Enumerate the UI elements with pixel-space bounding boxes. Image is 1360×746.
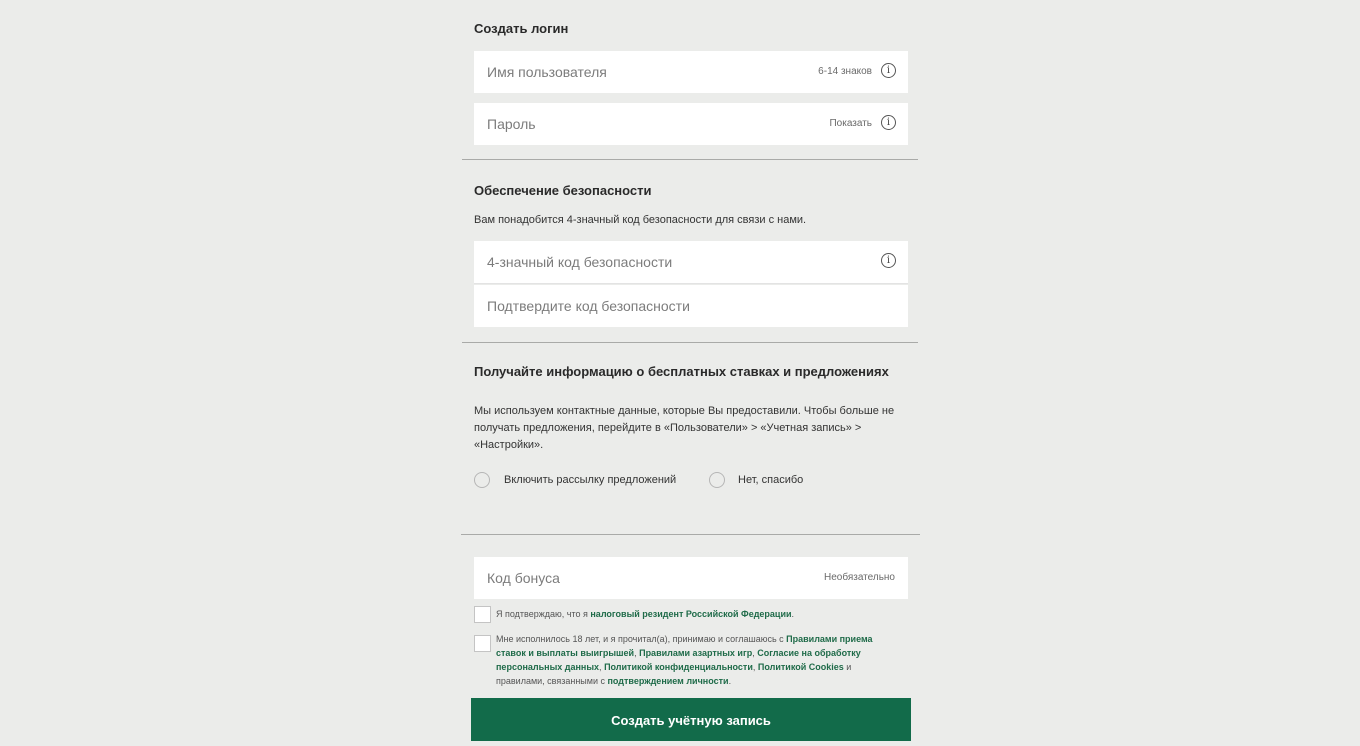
tax-text: Я подтверждаю, что я	[496, 609, 591, 619]
login-section-title: Создать логин	[474, 21, 569, 36]
security-description: Вам понадобится 4-значный код безопасности для связи с нами.	[474, 214, 807, 226]
separator: ,	[752, 648, 758, 658]
tax-resident-text	[496, 607, 906, 621]
section-divider	[461, 534, 920, 535]
bonus-code-hint: Необязательно	[823, 572, 895, 583]
age-suffix: .	[728, 676, 732, 686]
password-placeholder: Пароль	[487, 116, 536, 132]
info-icon[interactable]: i	[881, 63, 896, 78]
tax-suffix: .	[791, 609, 795, 619]
section-divider	[462, 159, 918, 160]
show-password-button[interactable]: Показать	[829, 118, 872, 129]
info-icon[interactable]: i	[881, 115, 896, 130]
offers-description: Мы используем контактные данные, которые Вы предоставили. Чтобы больше не получать предложения, перейдите в «Пользователи» > «Учетная запись» > «Настройки».	[474, 405, 895, 451]
age-terms-text	[496, 632, 901, 688]
security-section-title: Обеспечение безопасности	[474, 183, 652, 198]
gambling-rules-link[interactable]: Правилами азартных игр	[639, 648, 753, 658]
bonus-code-field[interactable]	[474, 557, 908, 599]
username-placeholder: Имя пользователя	[487, 64, 607, 80]
separator: ,	[599, 662, 605, 672]
cookies-policy-link[interactable]: Политикой Cookies	[757, 662, 844, 672]
info-icon[interactable]: i	[881, 253, 896, 268]
confirm-security-code-placeholder: Подтвердите код безопасности	[487, 298, 690, 314]
username-field[interactable]	[474, 51, 908, 93]
confirm-security-code-field[interactable]	[474, 285, 908, 327]
privacy-policy-link[interactable]: Политикой конфиденциальности	[604, 662, 753, 672]
offers-no-label[interactable]: Нет, спасибо	[738, 474, 804, 486]
username-hint: 6-14 знаков	[818, 66, 872, 77]
bonus-code-placeholder: Код бонуса	[487, 570, 560, 586]
identity-verification-link[interactable]: подтверждением личности	[607, 676, 729, 686]
security-code-placeholder: 4-значный код безопасности	[487, 254, 673, 270]
tax-resident-link[interactable]: налоговый резидент Российской Федерации	[590, 609, 792, 619]
data-consent-link[interactable]: Согласие на обработку персональных данных	[496, 648, 861, 672]
security-code-field[interactable]	[474, 241, 908, 284]
password-field[interactable]	[474, 103, 908, 145]
age-terms-checkbox[interactable]	[474, 635, 491, 652]
betting-rules-link[interactable]: Правилами приема ставок и выплаты выигрышей	[496, 634, 873, 658]
offers-no-radio[interactable]	[709, 472, 725, 488]
tax-resident-checkbox[interactable]	[474, 606, 491, 623]
separator: ,	[634, 648, 640, 658]
section-divider	[462, 342, 918, 343]
offers-yes-radio[interactable]	[474, 472, 490, 488]
separator: и правилами, связанными с	[496, 662, 852, 686]
separator: ,	[752, 662, 758, 672]
offers-section-title: Получайте информацию о бесплатных ставках и предложениях	[474, 364, 889, 379]
offers-yes-label[interactable]: Включить рассылку предложений	[504, 474, 677, 486]
age-text: Мне исполнилось 18 лет, и я прочитал(а), принимаю и соглашаюсь с	[496, 634, 787, 644]
create-account-button[interactable]: Создать учётную запись	[471, 698, 911, 741]
